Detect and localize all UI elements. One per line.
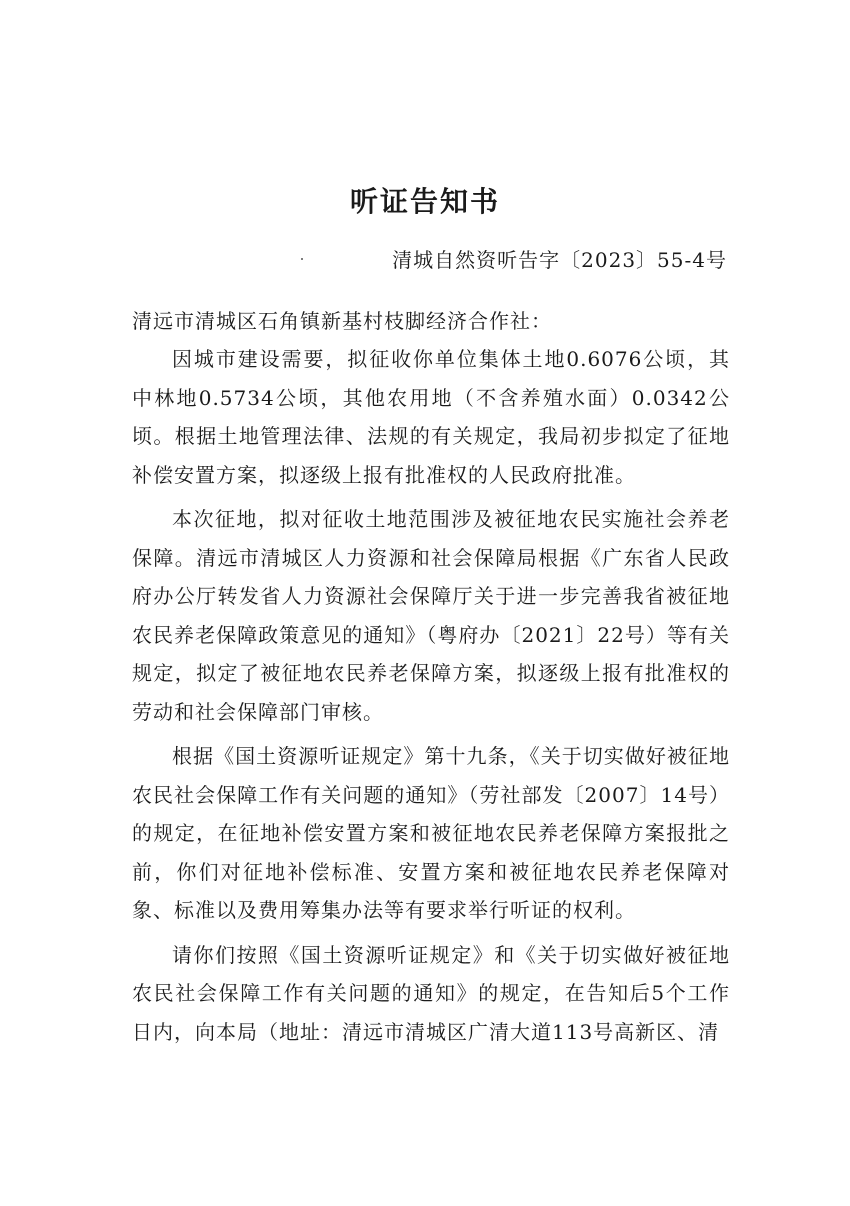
document-body (132, 340, 730, 1057)
document-title: 听证告知书 (349, 185, 500, 218)
paragraph: 本次征地，拟对征收土地范围涉及被征地农民实施社会养老保障。清远市清城区人力资源和社会保障局根据《广东省人民政府办公厅转发省人力资源社会保障厅关于进一步完善我省被征地农民养老保障政策意见的通知》（粤府办〔2021〕22号）等有关规定，拟定了被征地农民养老保障方案，拟逐级上报有批准权的劳动和社会保障部门审核。 (132, 507, 730, 724)
paragraph: 请你们按照《国土资源听证规定》和《关于切实做好被征地农民社会保障工作有关问题的通知》的规定，在告知后5个工作日内，向本局（地址：清远市清城区广清大道113号高新区、清 (132, 942, 730, 1044)
paragraph: 根据《国土资源听证规定》第十九条，《关于切实做好被征地农民社会保障工作有关问题的通知》（劳社部发〔2007〕14号）的规定，在征地补偿安置方案和被征地农民养老保障方案报批之前，你们对征地补偿标准、安置方案和被征地农民养老保障对象、标准以及费用筹集办法等有要求举行听证的权利。 (132, 744, 730, 922)
paragraph: 因城市建设需要，拟征收你单位集体土地0.6076公顷，其中林地0.5734公顷，其他农用地（不含养殖水面）0.0342公顷。根据土地管理法律、法规的有关规定，我局初步拟定了征地补偿安置方案，拟逐级上报有批准权的人民政府批准。 (132, 347, 730, 487)
document-number: 清城自然资听告字〔2023〕55-4号 (392, 248, 727, 272)
scan-speck (301, 258, 303, 260)
addressee: 清远市清城区石角镇新基村枝脚经济合作社： (132, 309, 552, 333)
